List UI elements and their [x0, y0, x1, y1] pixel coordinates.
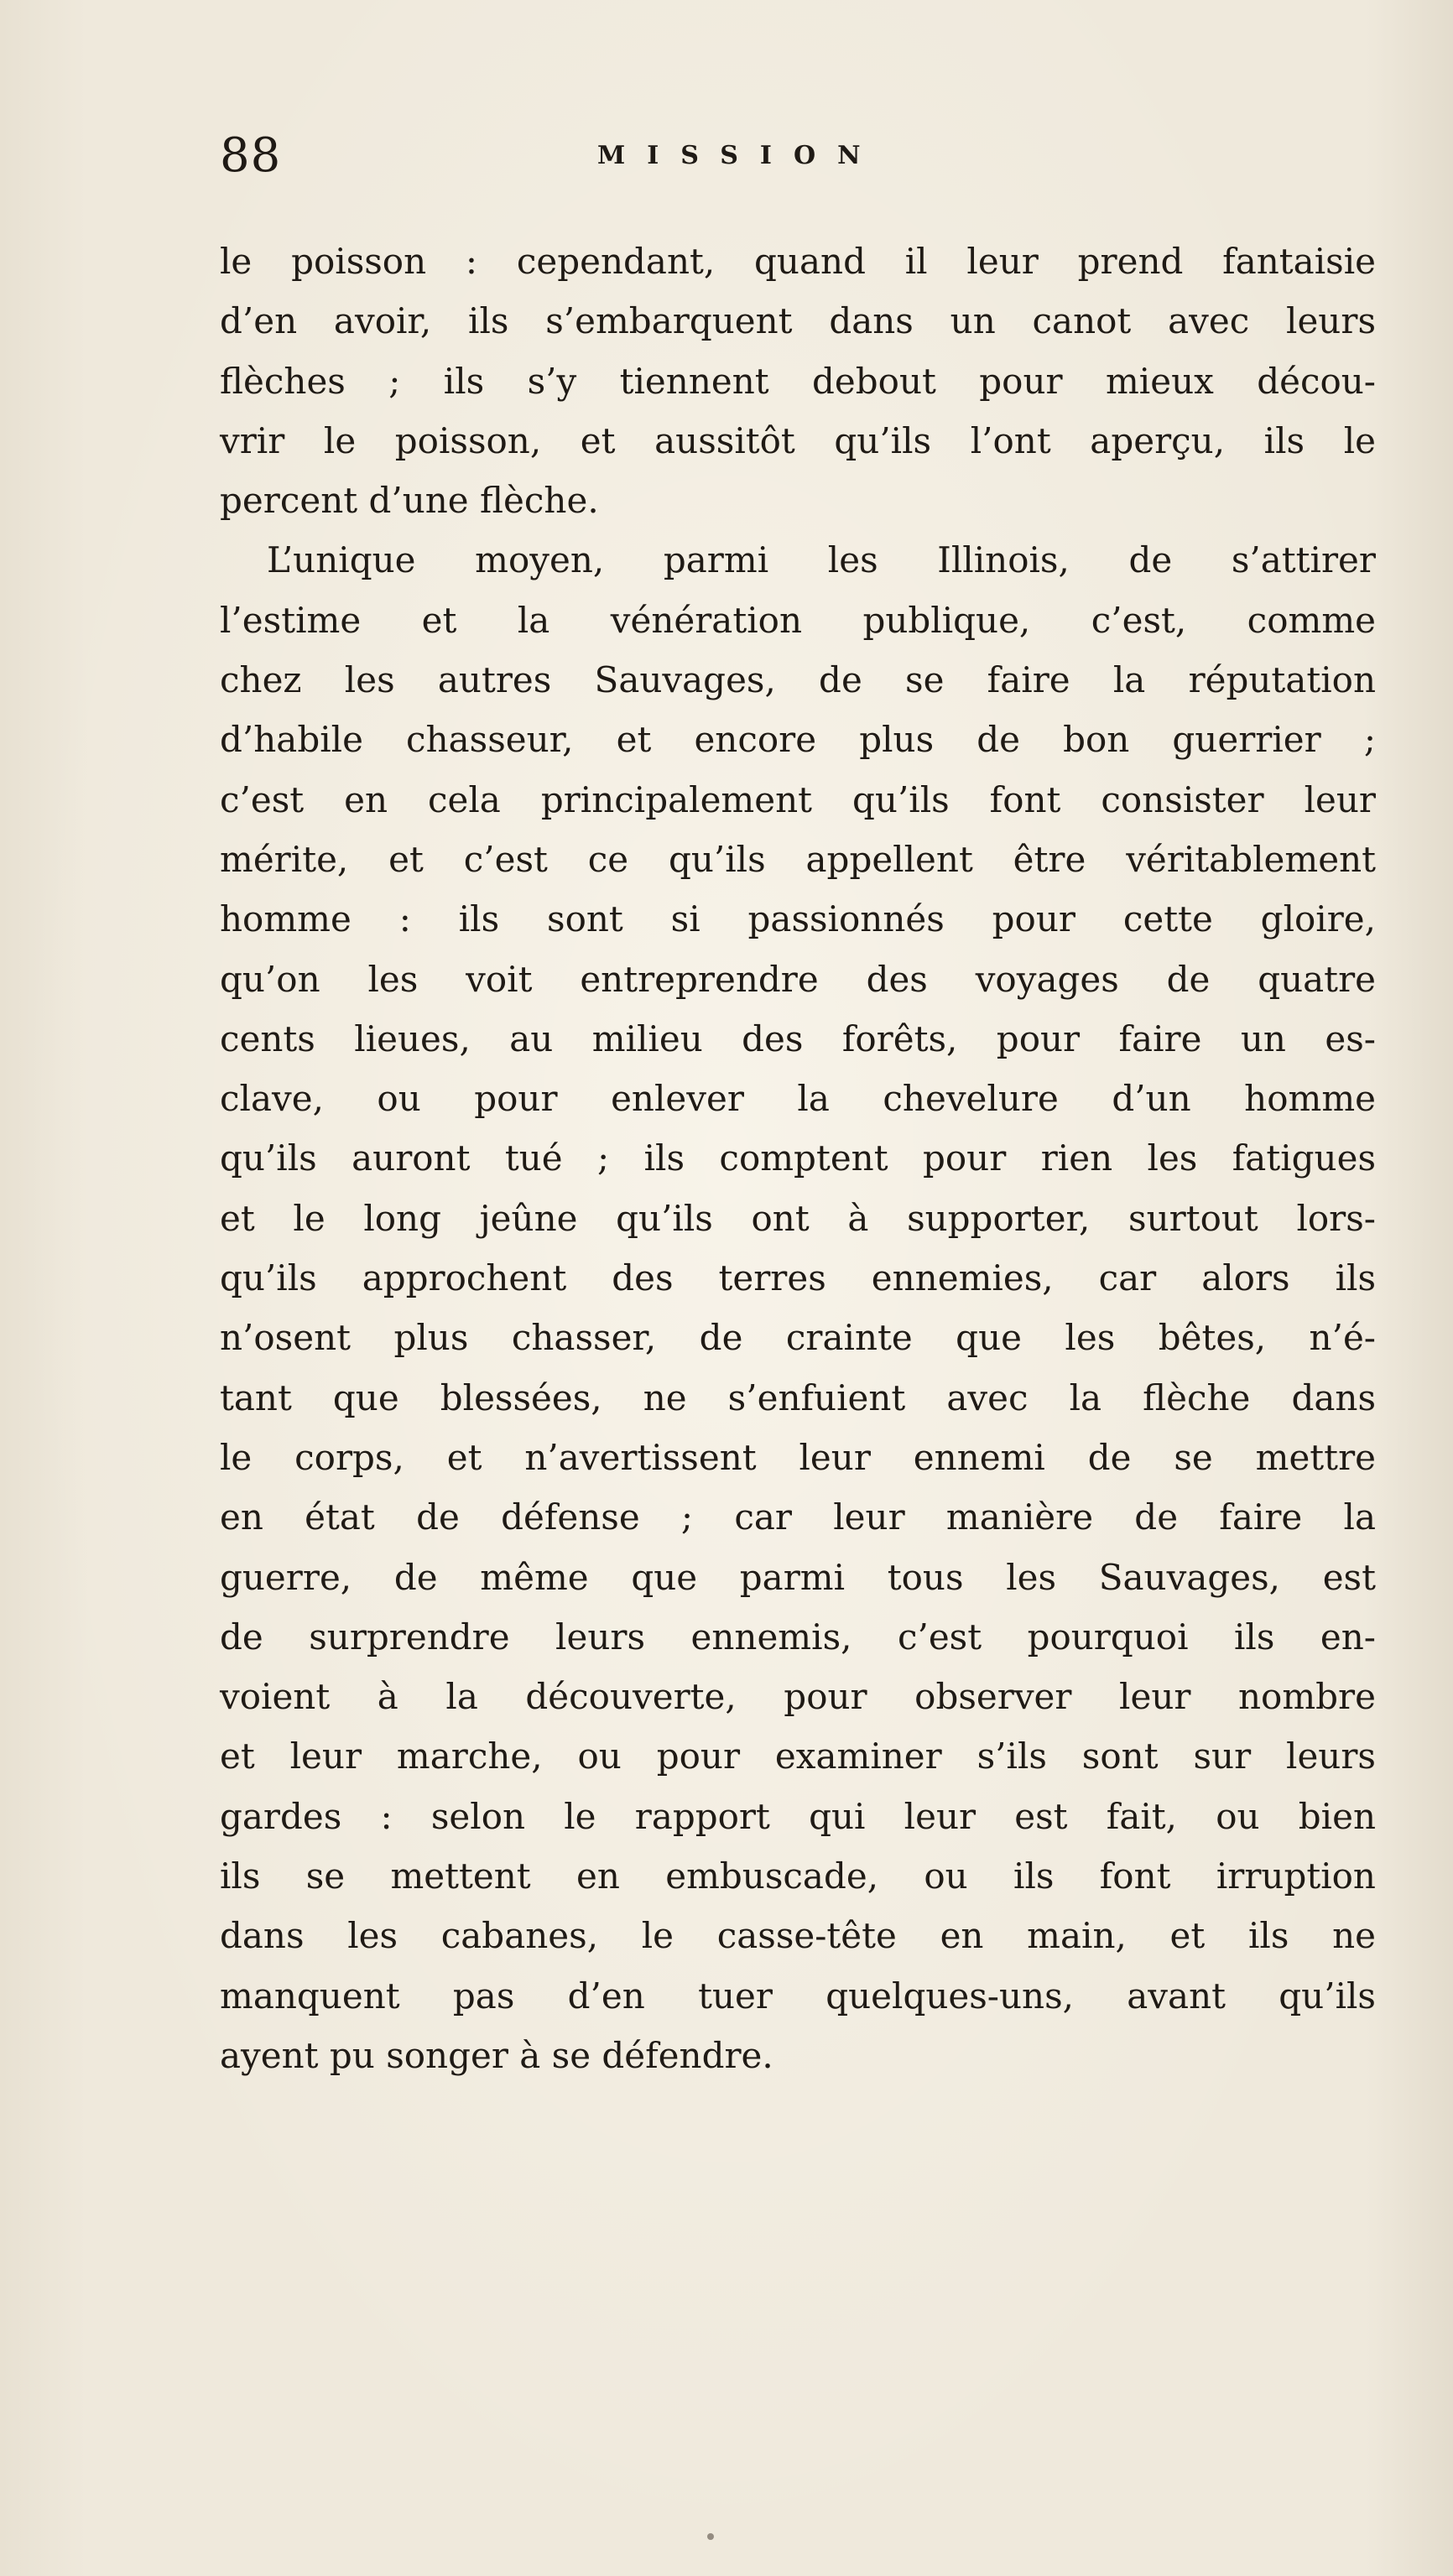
text-line: guerre, de même que parmi tous les Sauvages, est	[220, 1556, 1376, 1598]
text-line: tant que blessées, ne s’enfuient avec la flèche dans	[220, 1376, 1376, 1418]
text-line: gardes : selon le rapport qui leur est fait, ou bien	[220, 1795, 1376, 1837]
text-line: percent d’une flèche.	[220, 480, 599, 522]
text-line: l’estime et la vénération publique, c’est, comme	[220, 599, 1376, 641]
text-line: L’unique moyen, parmi les Illinois, de s’attirer	[267, 539, 1376, 581]
text-line: homme : ils sont si passionnés pour cette gloire,	[220, 898, 1376, 940]
text-line: ayent pu songer à se défendre.	[220, 2034, 773, 2076]
text-line: d’en avoir, ils s’embarquent dans un canot avec leurs	[220, 300, 1376, 342]
text-line: c’est en cela principalement qu’ils font consister leur	[220, 778, 1376, 820]
text-line: vrir le poisson, et aussitôt qu’ils l’ont aperçu, ils le	[220, 419, 1376, 461]
text-line: clave, ou pour enlever la chevelure d’un homme	[220, 1078, 1376, 1120]
text-line: n’osent plus chasser, de crainte que les bêtes, n’é-	[220, 1317, 1376, 1359]
body-text	[220, 232, 1376, 2085]
running-head	[220, 122, 1377, 190]
text-line: voient à la découverte, pour observer leur nombre	[220, 1676, 1376, 1718]
text-line: de surprendre leurs ennemis, c’est pourquoi ils en-	[220, 1616, 1376, 1657]
text-line: flèches ; ils s’y tiennent debout pour mieux décou-	[220, 360, 1376, 402]
text-line: qu’ils auront tué ; ils comptent pour rien les fatigues	[220, 1137, 1376, 1179]
page-number: 88	[220, 128, 282, 183]
text-line: le poisson : cependant, quand il leur prend fantaisie	[220, 241, 1376, 282]
text-line: le corps, et n’avertissent leur ennemi de se mettre	[220, 1436, 1376, 1478]
text-line: et leur marche, ou pour examiner s’ils sont sur leurs	[220, 1736, 1376, 1777]
text-line: chez les autres Sauvages, de se faire la réputation	[220, 659, 1376, 701]
text-line: qu’on les voit entreprendre des voyages de quatre	[220, 958, 1376, 1000]
text-line: cents lieues, au milieu des forêts, pour faire un es-	[220, 1017, 1376, 1059]
text-line: et le long jeûne qu’ils ont à supporter, surtout lors-	[220, 1197, 1376, 1239]
text-line: dans les cabanes, le casse-tête en main, et ils ne	[220, 1915, 1376, 1957]
printer-mark	[707, 2533, 714, 2540]
running-title: MISSION	[597, 141, 883, 170]
text-line: qu’ils approchent des terres ennemies, car alors ils	[220, 1257, 1376, 1299]
text-line: manquent pas d’en tuer quelques-uns, avant qu’ils	[220, 1975, 1376, 2017]
text-line: mérite, et c’est ce qu’ils appellent être véritablement	[220, 838, 1376, 880]
text-line: en état de défense ; car leur manière de faire la	[220, 1496, 1376, 1538]
text-line: d’habile chasseur, et encore plus de bon guerrier ;	[220, 719, 1376, 761]
text-line: ils se mettent en embuscade, ou ils font irruption	[220, 1855, 1376, 1897]
